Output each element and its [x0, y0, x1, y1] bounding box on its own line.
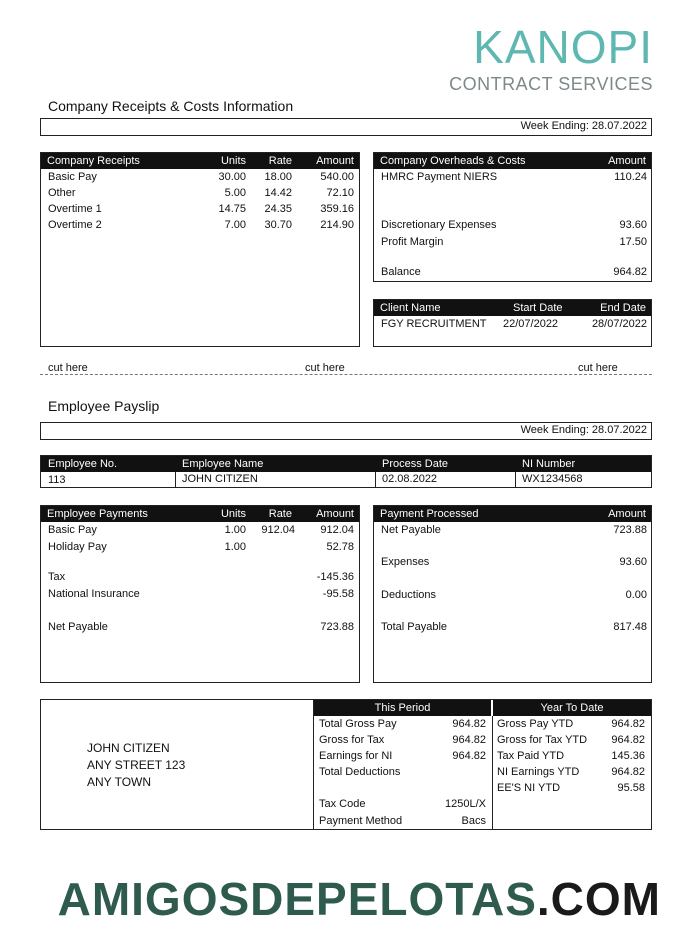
payment-row: Holiday Pay 1.00 52.78: [48, 541, 354, 553]
payment-processed-table: [373, 505, 652, 683]
client-header: Client Name Start Date End Date: [374, 300, 651, 316]
period-row: Tax Code 1250L/X: [319, 798, 486, 810]
receipt-row: Overtime 1 14.75 24.35 359.16: [48, 203, 354, 215]
payslip-week-box: [40, 422, 652, 440]
period-row: Total Deductions: [319, 766, 401, 778]
employee-payments-table: [40, 505, 360, 683]
overheads-header: [374, 153, 651, 169]
col-units: Units: [220, 155, 246, 167]
ytd-row: Tax Paid YTD 145.36: [497, 750, 645, 762]
period-row: Gross for Tax 964.82: [319, 734, 486, 746]
receipts-title: Company Receipts & Costs Information: [48, 98, 294, 114]
processed-row: Expenses 93.60: [381, 556, 647, 568]
payment-row: National Insurance -95.58: [48, 588, 354, 600]
ytd-row: Gross Pay YTD 964.82: [497, 718, 645, 730]
address-line: ANY TOWN: [87, 775, 152, 789]
payment-row: Basic Pay 1.00 912.04 912.04: [48, 524, 354, 536]
process-date: 02.08.2022: [375, 472, 437, 487]
employee-info-row: [41, 473, 651, 487]
overhead-row: HMRC Payment NIERS 110.24: [381, 171, 647, 183]
overheads-table: [373, 152, 652, 282]
payslip-week-ending: Week Ending: 28.07.2022: [520, 424, 647, 436]
employee-payments-header: Employee Payments Units Rate Amount: [41, 506, 359, 522]
receipts-week-ending: Week Ending: 28.07.2022: [520, 120, 647, 132]
overhead-row: Profit Margin 17.50: [381, 236, 647, 248]
this-period-header: This Period: [314, 700, 491, 716]
overhead-row: Discretionary Expenses 93.60: [381, 219, 647, 231]
col-overheads: Company Overheads & Costs: [380, 155, 526, 167]
receipt-row: Other 5.00 14.42 72.10: [48, 187, 354, 199]
col-amount: Amount: [316, 155, 354, 167]
summary-divider: [492, 716, 493, 829]
receipts-header: [41, 153, 359, 169]
employee-name: JOHN CITIZEN: [175, 472, 258, 487]
cut-label: cut here: [48, 362, 88, 374]
cut-label: cut here: [578, 362, 618, 374]
processed-row: Deductions 0.00: [381, 589, 647, 601]
payslip-title: Employee Payslip: [48, 398, 160, 414]
cut-line: [40, 374, 652, 375]
company-logo: KANOPI: [473, 21, 653, 73]
client-start-date: 22/07/2022: [503, 318, 559, 330]
summary-divider: [313, 700, 314, 829]
ytd-row: EE'S NI YTD 95.58: [497, 782, 645, 794]
col-rate: Rate: [268, 155, 292, 167]
payment-row: Tax -145.36: [48, 571, 354, 583]
address-line: ANY STREET 123: [87, 758, 186, 772]
employee-address: [87, 740, 185, 791]
ytd-row: NI Earnings YTD 964.82: [497, 766, 645, 778]
ytd-row: Gross for Tax YTD 964.82: [497, 734, 645, 746]
ytd-header: Year To Date: [493, 700, 651, 716]
employee-number: 113: [48, 474, 66, 486]
period-row: Payment Method Bacs: [319, 815, 486, 827]
col-company-receipts: Company Receipts: [47, 155, 140, 167]
employee-info-table: [40, 455, 652, 488]
overhead-balance-row: Balance 964.82: [381, 266, 647, 278]
period-row: Total Gross Pay 964.82: [319, 718, 486, 730]
payment-processed-header: Payment Processed Amount: [374, 506, 651, 522]
receipt-row: Overtime 2 7.00 30.70 214.90: [48, 219, 354, 231]
company-logo-tagline: CONTRACT SERVICES: [449, 74, 653, 94]
receipts-table: [40, 152, 360, 347]
processed-row: Net Payable 723.88: [381, 524, 647, 536]
cut-label: cut here: [305, 362, 345, 374]
watermark: AMIGOSDEPELOTAS.COM: [57, 873, 661, 925]
receipt-row: Basic Pay 30.00 18.00 540.00: [48, 171, 354, 183]
payment-row: Net Payable 723.88: [48, 621, 354, 633]
period-row: Earnings for NI 964.82: [319, 750, 486, 762]
client-row: [381, 317, 647, 331]
address-line: JOHN CITIZEN: [87, 741, 170, 755]
receipts-week-box: [40, 118, 652, 136]
ni-number: WX1234568: [515, 472, 583, 487]
client-name: FGY RECRUITMENT: [381, 318, 487, 330]
client-table: [373, 299, 652, 347]
processed-row: Total Payable 817.48: [381, 621, 647, 633]
col-overheads-amount: Amount: [608, 155, 646, 167]
employee-info-header: Employee No. Employee Name Process Date NI Number: [41, 456, 651, 472]
summary-box: [40, 699, 652, 830]
client-end-date: 28/07/2022: [591, 318, 647, 330]
